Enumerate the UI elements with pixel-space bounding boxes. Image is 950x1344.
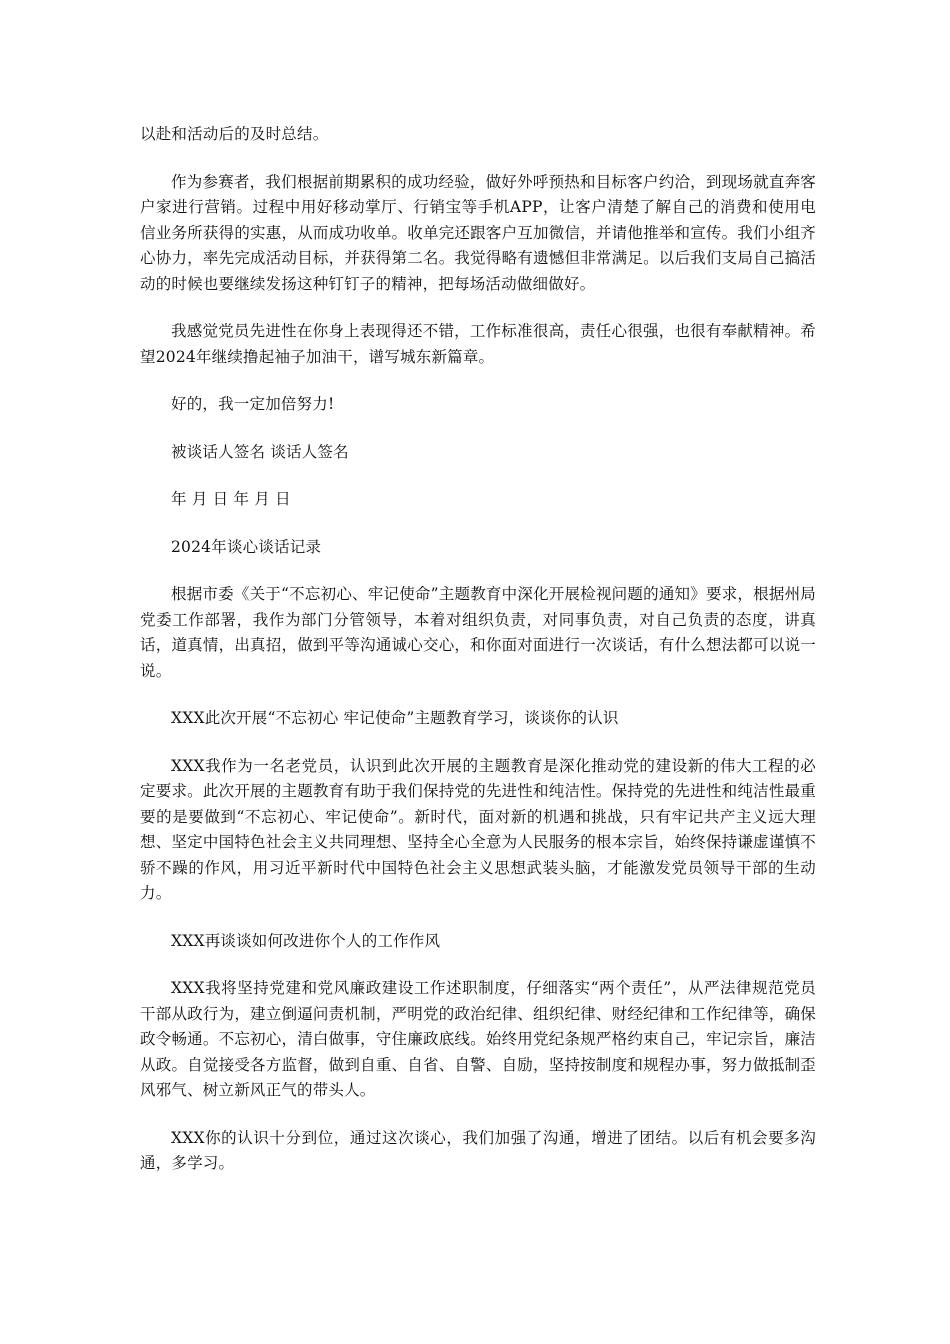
document-body bbox=[140, 122, 816, 1199]
date-line: 年 月 日 年 月 日 bbox=[171, 490, 291, 508]
paragraph-evaluation: 我感觉党员先进性在你身上表现得还不错，工作标准很高，责任心很强，也很有奉献精神。希望2024年继续撸起袖子加油干，谱写城东新篇章。 bbox=[140, 322, 816, 366]
signature-line: 被谈话人签名 谈话人签名 bbox=[171, 442, 349, 461]
paragraph-reply: 好的，我一定加倍努力! bbox=[171, 395, 335, 413]
question-1: XXX此次开展“不忘初心 牢记使命”主题教育学习，谈谈你的认识 bbox=[171, 709, 619, 727]
paragraph-continuation: 以赴和活动后的及时总结。 bbox=[140, 125, 329, 143]
section-title: 2024年谈心谈话记录 bbox=[171, 537, 322, 556]
question-2: XXX再谈谈如何改进你个人的工作作风 bbox=[171, 931, 441, 950]
answer-1: XXX我作为一名老党员，认识到此次开展的主题教育是深化推动党的建设新的伟大工程的必定要求。此次开展的主题教育有助于我们保持党的先进性和纯洁性。保持党的先进性和纯洁性最重要的是要做到“不忘初心、牢记使命”。新时代，面对新的机遇和挑战，只有牢记共产主义远大理想、坚定中国特色社会主义共同理想、坚持全心全意为人民服务的根本宗旨，始终保持谦虚谨慎不骄不躁的作风，用习近平新时代中国特色社会主义思想武装头脑，才能激发党员领导干部的生动力。 bbox=[140, 756, 816, 902]
paragraph-competition: 作为参赛者，我们根据前期累积的成功经验，做好外呼预热和目标客户约洽，到现场就直奔客户家进行营销。过程中用好移动掌厅、行销宝等手机APP，让客户清楚了解自己的消费和使用电信业务所获得的实惠，从而成功收单。收单完还跟客户互加微信，并请他推举和宣传。我们小组齐心协力，率先完成活动目标，并获得第二名。我觉得略有遗憾但非常满足。以后我们支局自己搞活动的时候也要继续发扬这种钉钉子的精神，把每场活动做细做好。 bbox=[140, 172, 816, 293]
closing-remark: XXX你的认识十分到位，通过这次谈心，我们加强了沟通，增进了团结。以后有机会要多沟通，多学习。 bbox=[140, 1128, 816, 1172]
paragraph-intro: 根据市委《关于“不忘初心、牢记使命”主题教育中深化开展检视问题的通知》要求，根据州局党委工作部署，我作为部门分管领导，本着对组织负责，对同事负责，对自己负责的态度，讲真话，道真情，出真招，做到平等沟通诚心交心，和你面对面进行一次谈话，有什么想法都可以说一说。 bbox=[140, 585, 816, 680]
answer-2: XXX我将坚持党建和党风廉政建设工作述职制度，仔细落实“两个责任”，从严法律规范党员干部从政行为，建立倒逼问责机制，严明党的政治纪律、组织纪律、财经纪律和工作纪律等，确保政令畅通。不忘初心，清白做事，守住廉政底线。始终用党纪条规严格约束自己，牢记宗旨，廉洁从政。自觉接受各方监督，做到自重、自省、自警、自励，坚持按制度和规程办事，努力做抵制歪风邪气、树立新风正气的带头人。 bbox=[140, 979, 816, 1099]
